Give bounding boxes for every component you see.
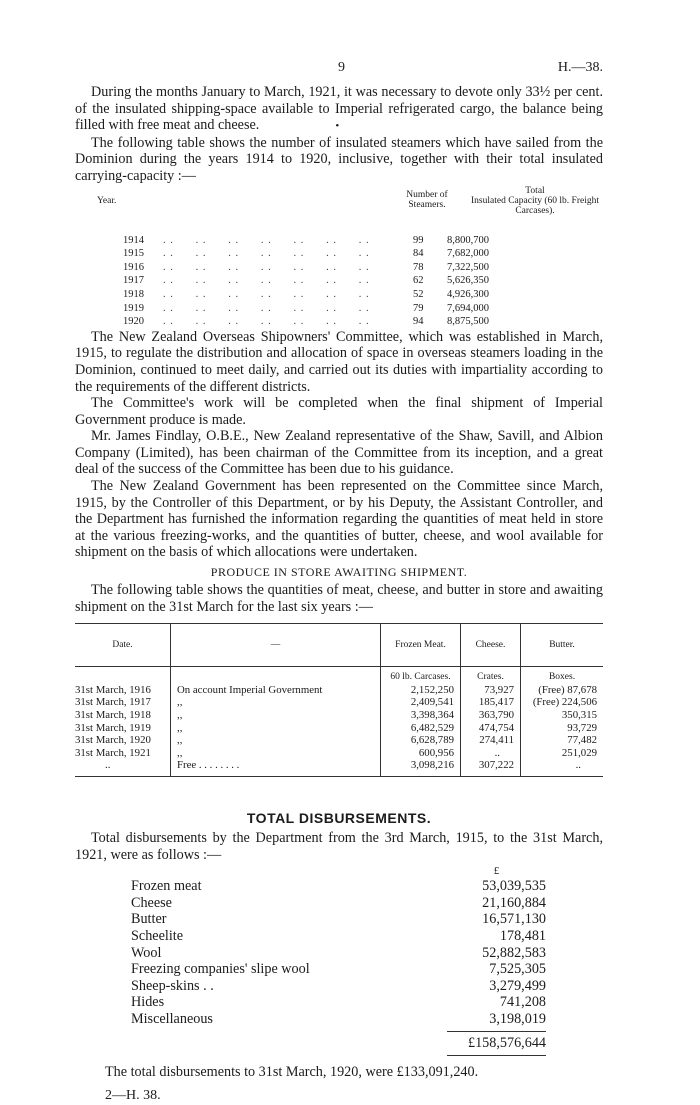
paragraph-imperial-cargo: During the months January to March, 1921, it was necessary to devote only 33½ per cent. of the insulated shipping-space available to Imperial refrigerated cargo, the balance being filled with free meat and cheese. • [75, 84, 603, 134]
disbursement-row [75, 994, 603, 1011]
produce-cell-meat: 2,152,250 [410, 683, 454, 696]
produce-cell-butter: (Free) 87,678 [538, 683, 597, 696]
total-rule [447, 1031, 546, 1032]
steamers-capacity: 4,926,300 [447, 288, 489, 300]
disbursement-amount: 16,571,130 [482, 911, 546, 928]
steamers-count: 78 [413, 261, 424, 273]
produce-cell-butter: 93,729 [567, 721, 597, 734]
col-date-header: Date. [112, 640, 133, 651]
produce-cell-cheese: 474,754 [478, 721, 514, 734]
produce-cell-account: ,, [177, 709, 183, 721]
paragraph-government-representation: The New Zealand Government has been represented on the Committee since March, 1915, by the Controller of this Department, or by his Deputy, the Assistant Controller, and the Department has furnished the information regarding the quantities of meat held in store at the various freezing-works, and the quantities of butter, cheese, and wool available for shipment on the basis of which allocations were undertaken. [75, 478, 603, 561]
col-year-header: Year. [97, 195, 117, 206]
produce-cell-butter: 77,482 [567, 734, 597, 747]
produce-cell-account: ,, [177, 721, 183, 734]
steamers-capacity: 7,694,000 [447, 302, 489, 314]
produce-table [75, 623, 603, 777]
disbursement-label: Freezing companies' slipe wool [131, 961, 310, 978]
disbursements-list [75, 865, 603, 1027]
steamers-table-body [75, 234, 603, 329]
steamers-row [123, 261, 603, 275]
produce-cell-date: 31st March, 1918 [75, 709, 151, 721]
currency-symbol: £ [493, 865, 500, 878]
currency-header-row [75, 865, 603, 878]
produce-section-title: PRODUCE IN STORE AWAITING SHIPMENT. [210, 565, 468, 580]
leader-dots: . . . . . . . . . . . . . . [163, 275, 370, 287]
steamers-row [123, 315, 603, 329]
page-header [75, 60, 603, 84]
steamers-year: 1920 [123, 316, 144, 328]
disbursement-label: Scheelite [131, 927, 183, 944]
disbursement-row [75, 895, 603, 912]
total-double-rule [447, 1055, 546, 1056]
disbursement-amount: 52,882,583 [482, 944, 546, 961]
col-account-header: — [170, 624, 380, 666]
produce-table-header [75, 624, 603, 667]
leader-dots: . . . . . . . . . . . . . . [163, 248, 370, 260]
produce-cell-meat: 6,628,789 [410, 734, 454, 747]
leader-dots: . . . . . . . . . . . . . . [163, 302, 370, 314]
leader-dots: . . . . . . . . . . . . . . [163, 234, 370, 246]
col-butter-header: Butter. [520, 624, 603, 666]
produce-cell-cheese: .. [494, 746, 500, 759]
disbursement-row [75, 878, 603, 895]
steamers-capacity: 8,800,700 [447, 234, 489, 246]
produce-cell-account: ,, [177, 746, 183, 759]
paragraph-disbursements-intro: Total disbursements by the Department from the 3rd March, 1915, to the 31st March, 1921, were as follows :— [75, 829, 603, 863]
disbursement-label: Frozen meat [131, 878, 202, 895]
produce-cell-meat: 2,409,541 [410, 696, 454, 709]
produce-cell-butter: .. [575, 759, 581, 772]
paragraph-chairman: Mr. James Findlay, O.B.E., New Zealand representative of the Shaw, Savill, and Albion Company (Limited), has been chairman of the Committee from its inception, and a great deal of the success of the Committee has been due to his guidance. [75, 428, 603, 478]
disbursement-label: Hides [131, 994, 165, 1011]
steamers-table [75, 186, 603, 329]
disbursements-rows [75, 878, 603, 1027]
steamers-row [123, 247, 603, 261]
produce-cell-date: 31st March, 1920 [75, 734, 151, 747]
paragraph-steamers-intro: The following table shows the number of insulated steamers which have sailed from the Dominion during the years 1914 to 1920, inclusive, together with their total insulated carrying-capacity :— [75, 134, 603, 184]
steamers-count: 52 [413, 288, 424, 300]
col-date [75, 667, 170, 776]
produce-cell-butter: (Free) 224,506 [532, 696, 597, 709]
document-reference: H.—38. [557, 60, 603, 75]
produce-cell-meat: 600,956 [418, 746, 454, 759]
produce-cell-account: ,, [177, 696, 183, 709]
disbursement-label: Butter [131, 911, 167, 928]
produce-cell-cheese: 363,790 [478, 709, 514, 721]
steamers-year: 1919 [123, 302, 144, 314]
produce-cell-account: On account Imperial Government [177, 683, 323, 696]
produce-cell-date: 31st March, 1917 [75, 696, 151, 709]
disbursements-total: £158,576,644 [467, 1034, 546, 1051]
disbursement-label: Miscellaneous [131, 1010, 213, 1027]
disbursement-amount: 7,525,305 [489, 961, 546, 978]
steamers-count: 62 [413, 275, 424, 287]
page-number: 9 [338, 60, 345, 75]
col-butter [520, 667, 603, 776]
produce-cell-cheese: 274,411 [479, 734, 514, 747]
produce-cell-account: ,, [177, 734, 183, 747]
steamers-capacity: 8,875,500 [447, 316, 489, 328]
unit-label [75, 671, 170, 684]
steamers-capacity: 7,322,500 [447, 261, 489, 273]
produce-cell-date: 31st March, 1921 [75, 746, 151, 759]
steamers-year: 1917 [123, 275, 144, 287]
steamers-count: 94 [413, 316, 424, 328]
steamers-count: 79 [413, 302, 424, 314]
unit-label: 60 lb. Carcases. [390, 672, 451, 683]
steamers-year: 1916 [123, 261, 144, 273]
disbursement-amount: 741,208 [499, 994, 546, 1011]
steamers-count: 84 [413, 248, 424, 260]
produce-cell-date: 31st March, 1919 [75, 721, 151, 734]
steamers-year: 1918 [123, 288, 144, 300]
col-frozen-meat [380, 667, 460, 776]
col-cheese-header: Cheese. [460, 624, 520, 666]
col-frozen-meat-header: Frozen Meat. [380, 624, 460, 666]
produce-cell-butter: 251,029 [561, 746, 597, 759]
produce-cell-cheese: 73,927 [484, 683, 514, 696]
col-account [170, 667, 380, 776]
col-steamers-header: Number of Steamers. [406, 189, 448, 210]
steamers-row [123, 234, 603, 248]
produce-cell-meat: 3,098,216 [410, 759, 454, 772]
disbursement-label: Wool [131, 944, 162, 961]
leader-dots: . . . . . . . . . . . . . . [163, 316, 370, 328]
disbursement-amount: 3,198,019 [489, 1010, 546, 1027]
produce-cell-meat: 6,482,529 [410, 721, 454, 734]
disbursement-label: Cheese [131, 894, 172, 911]
col-cheese [460, 667, 520, 776]
disbursement-row [75, 1011, 603, 1028]
steamers-capacity: 5,626,350 [447, 275, 489, 287]
produce-cell-date: 31st March, 1916 [75, 683, 151, 696]
unit-label: Crates. [477, 672, 504, 683]
leader-dots: . . . . . . . . . . . . . . [163, 288, 370, 300]
disbursements-title: TOTAL DISBURSEMENTS. [246, 809, 432, 826]
produce-cell-meat: 3,398,364 [410, 709, 454, 721]
steamers-row [123, 274, 603, 288]
disbursement-row [75, 928, 603, 945]
disbursement-row [75, 911, 603, 928]
produce-cell-cheese: 307,222 [478, 759, 514, 772]
paragraph-shipowners-committee: The New Zealand Overseas Shipowners' Committee, which was established in March, 1915, to regulate the distribution and allocation of space in overseas steamers loading in the Dominion, continued to meet daily, and carried out its duties with impartiality according to the requirements of the different districts. [75, 328, 603, 395]
paragraph-produce-intro: The following table shows the quantities of meat, cheese, and butter in store and awaiting shipment on the 31st March for the last six years :— [75, 582, 603, 615]
produce-table-body [75, 667, 603, 776]
disbursement-row [75, 978, 603, 995]
steamers-capacity: 7,682,000 [447, 248, 489, 260]
paragraph-total-1920: The total disbursements to 31st March, 1920, were £133,091,240. [105, 1063, 479, 1080]
steamers-row [123, 288, 603, 302]
steamers-count: 99 [413, 234, 424, 246]
disbursement-amount: 3,279,499 [489, 977, 546, 994]
margin-mark: • [335, 120, 340, 133]
unit-label [171, 671, 380, 684]
disbursement-amount: 178,481 [499, 927, 546, 944]
produce-cell-butter: 350,315 [561, 709, 597, 721]
steamers-table-header [75, 186, 603, 234]
disbursement-row [75, 945, 603, 962]
disbursement-row [75, 961, 603, 978]
paragraph-committee-work: The Committee's work will be completed when the final shipment of Imperial Government produce is made. [75, 395, 603, 428]
col-capacity-header: Total Insulated Capacity (60 lb. Freight Carcases). [471, 185, 599, 216]
steamers-row [123, 302, 603, 316]
disbursement-label: Sheep-skins . . [131, 977, 214, 994]
disbursement-amount: 21,160,884 [482, 894, 546, 911]
leader-dots: . . . . . . . . . . . . . . [163, 261, 370, 273]
steamers-year: 1914 [123, 234, 144, 246]
document-page [75, 60, 603, 1104]
page-signature: 2—H. 38. [105, 1088, 161, 1104]
produce-cell-date: .. [105, 759, 111, 772]
steamers-year: 1915 [123, 248, 144, 260]
produce-cell-cheese: 185,417 [478, 696, 514, 709]
disbursement-amount: 53,039,535 [482, 878, 546, 895]
unit-label: Boxes. [548, 672, 576, 683]
produce-cell-account: Free . . . . . . . . [177, 759, 240, 772]
